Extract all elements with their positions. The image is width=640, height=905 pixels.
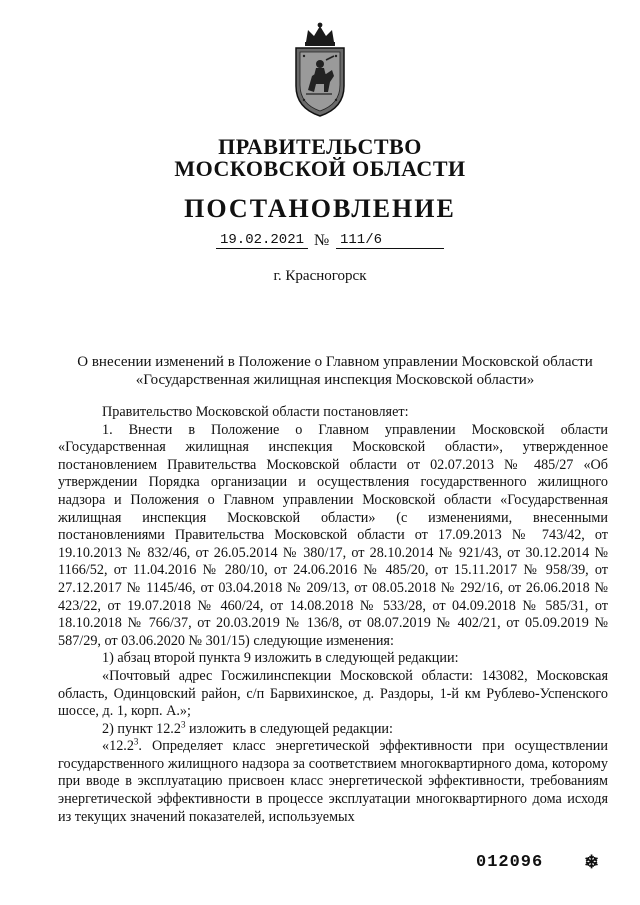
document-body	[58, 404, 608, 826]
p4-text-b: изложить в следующей редакции:	[185, 720, 393, 737]
document-number: 111/6	[336, 232, 444, 249]
document-type-title: ПОСТАНОВЛЕНИЕ	[184, 194, 456, 223]
document-date: 19.02.2021	[216, 232, 308, 249]
body-paragraph-5	[58, 738, 608, 826]
document-subject	[70, 353, 600, 389]
coat-of-arms-emblem	[286, 20, 354, 118]
p5-text-b: . Определяет класс энергетической эффективности при осуществлении государственного жилищного надзора за соответствием многоквартирного дома, которому при вводе в эксплуатацию присвоен класс энергетической эффективности, требованиям энергетической эффективности в процессе эксплуатации многоквартирного дома исходя из текущих значений показателей, используемых	[58, 738, 608, 825]
p4-text-a: 2) пункт 12.2	[102, 720, 181, 737]
government-title-line2: МОСКОВСКОЙ ОБЛАСТИ	[174, 156, 466, 181]
snowflake-icon: ❄	[584, 852, 600, 872]
date-number-line	[216, 232, 436, 252]
p4-superscript: 3	[180, 718, 186, 729]
body-paragraph-1: 1. Внести в Положение о Главном управлении Московской области «Государственная жилищная инспекция Московской области», утвержденное постановлением Правительства Московской области от 02.07.2013 № 485/27 «Об утверждении Порядка организации и осуществления государственного жилищного надзора и Положения о Главном управлении Московской области «Государственная жилищная инспекция Московской области» (с изменениями, внесенными постановлениями Правительства Московской области от 17.09.2013 № 743/42, от 19.10.2013 № 832/46, от 26.05.2014 № 380/17, от 28.10.2014 № 921/43, от 30.12.2014 № 1166/52, от 11.04.2016 № 280/10, от 24.06.2016 № 485/20, от 15.11.2017 № 958/39, от 27.12.2017 № 1145/46, от 03.04.2018 № 209/13, от 08.05.2018 № 292/16, от 26.06.2018 № 423/22, от 19.07.2018 № 460/24, от 14.08.2018 № 533/28, от 04.09.2018 № 585/31, от 18.10.2018 № 766/37, от 20.03.2019 № 136/8, от 08.07.2019 № 402/21, от 05.09.2019 № 587/29, от 03.06.2020 № 301/15) следующие изменения:	[58, 421, 608, 649]
subject-line2: «Государственная жилищная инспекция Московской области»	[135, 372, 535, 388]
footer-serial-code: 012096	[476, 853, 544, 872]
city-line: г. Красногорск	[273, 268, 367, 284]
body-paragraph-intro: Правительство Московской области постановляет:	[102, 404, 409, 420]
subject-line1: О внесении изменений в Положение о Главном управлении Московской области	[77, 354, 593, 370]
p5-text-a: «12.2	[102, 738, 134, 755]
body-paragraph-3: «Почтовый адрес Госжилинспекции Московской области: 143082, Московская область, Одинцовский район, с/п Барвихинское, д. Раздоры, 1-й км Рублево-Успенского шоссе, д. 1, корп. А.»;	[58, 667, 608, 720]
body-paragraph-4	[58, 718, 608, 739]
body-paragraph-2: 1) абзац второй пункта 9 изложить в следующей редакции:	[102, 650, 459, 667]
government-title-line1: ПРАВИТЕЛЬСТВО	[218, 134, 422, 159]
p5-superscript: 3	[133, 736, 139, 747]
number-sign: №	[314, 232, 330, 249]
